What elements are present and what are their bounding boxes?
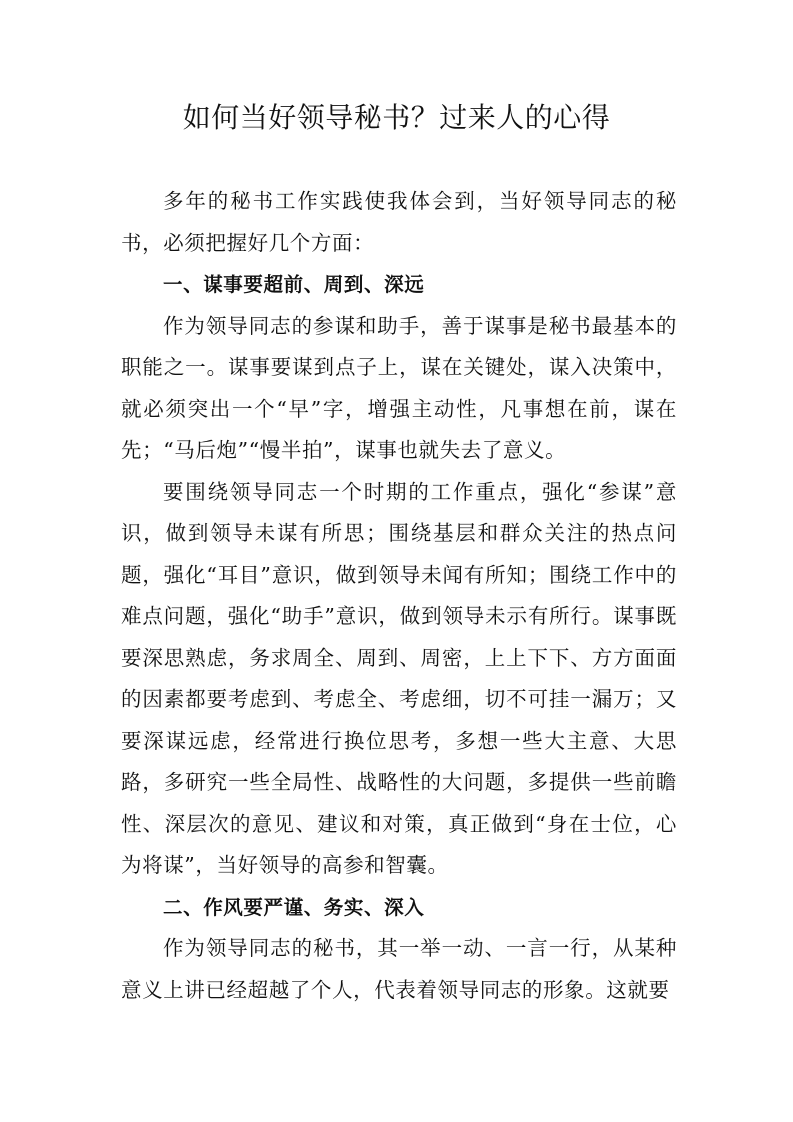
paragraph: 作为领导同志的参谋和助手，善于谋事是秘书最基本的职能之一。谋事要谋到点子上，谋在关键处，谋入决策中，就必须突出一个“早”字，增强主动性，凡事想在前，谋在先；“马后炮”“慢半拍”，谋事也就失去了意义。 bbox=[121, 313, 677, 462]
paragraph: 作为领导同志的秘书，其一举一动、一言一行，从某种意义上讲已经超越了个人，代表着领导同志的形象。这就要 bbox=[121, 936, 677, 1002]
paragraph: 要围绕领导同志一个时期的工作重点，强化“参谋”意识，做到领导未谋有所思；围绕基层和群众关注的热点问题，强化“耳目”意识，做到领导未闻有所知；围绕工作中的难点问题，强化“助手”意识，做到领导未示有所行。谋事既要深思熟虑，务求周全、周到、周密，上上下下、方方面面的因素都要考虑到、考虑全、考虑细，切不可挂一漏万；又要深谋远虑，经常进行换位思考，多想一些大主意、大思路，多研究一些全局性、战略性的大问题，多提供一些前瞻性、深层次的意见、建议和对策，真正做到“身在士位，心为将谋”，当好领导的高参和智囊。 bbox=[121, 479, 677, 877]
paragraph-intro: 多年的秘书工作实践使我体会到，当好领导同志的秘书，必须把握好几个方面： bbox=[121, 189, 677, 255]
document-body bbox=[121, 181, 677, 1011]
section-heading-2: 二、作风要严谨、务实、深入 bbox=[163, 895, 425, 919]
section-heading-1: 一、谋事要超前、周到、深远 bbox=[163, 273, 425, 296]
document-title: 如何当好领导秘书？过来人的心得 bbox=[182, 101, 611, 134]
